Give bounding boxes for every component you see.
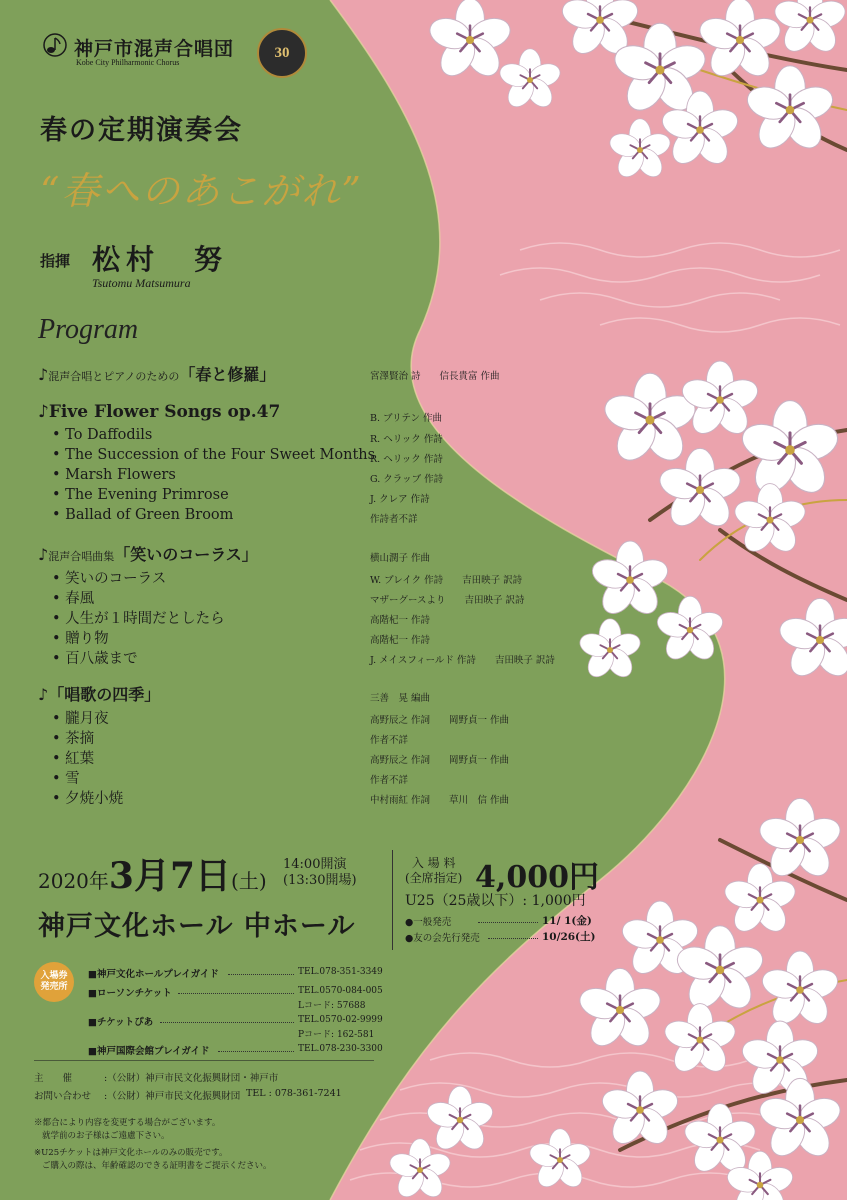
piece-1-lead: 混声合唱とピアノのための xyxy=(48,370,180,383)
divider xyxy=(392,850,393,950)
list-item-credit: J. クレア 作詩 xyxy=(370,494,430,505)
list-item: • The Evening Primrose xyxy=(52,487,229,503)
list-item: • To Daffodils xyxy=(52,427,153,443)
piece-1-title: 「春と修羅」 xyxy=(179,365,276,384)
list-item: • 贈り物 xyxy=(52,631,109,647)
conductor-name-en: Tsutomu Matsumura xyxy=(92,276,191,290)
piece-3-credit: 横山潤子 作曲 xyxy=(370,553,431,564)
conductor-name: 松村 努 xyxy=(92,243,229,276)
divider xyxy=(218,1051,294,1052)
event-year: 2020年 xyxy=(38,869,109,893)
list-item: • 春風 xyxy=(52,591,95,607)
list-item: • The Succession of the Four Sweet Months xyxy=(52,447,376,463)
list-item: • Marsh Flowers xyxy=(52,467,176,483)
price-label-sub: (全席指定) xyxy=(405,871,463,885)
conductor-label: 指揮 xyxy=(40,252,71,270)
outlet-name: ■神戸文化ホールプレイガイド xyxy=(88,969,219,980)
outlet-tel: TEL.0570-084-005 xyxy=(298,986,383,996)
list-item-credit: G. クラッブ 作詩 xyxy=(370,474,444,485)
list-item-credit: 作者不詳 xyxy=(370,735,409,746)
list-item: • 百八歳まで xyxy=(52,651,138,667)
ticket-outlet-badge xyxy=(34,962,74,1002)
list-item: • 笑いのコーラス xyxy=(52,571,167,587)
piece-2-credit: B. ブリテン 作曲 xyxy=(370,413,442,424)
concert-title: 春の定期演奏会 xyxy=(40,115,243,146)
org-name: 神戸市混声合唱団 xyxy=(74,38,235,60)
list-item-credit: 高階杞一 作詩 xyxy=(370,635,431,646)
outlet-name: ■神戸国際会館プレイガイド xyxy=(88,1046,210,1057)
note-1: ※都合により内容を変更する場合がございます。 xyxy=(34,1118,221,1128)
contact-value: :（公財）神戸市民文化振興財団 xyxy=(104,1091,241,1102)
list-item: • 朧月夜 xyxy=(52,711,109,727)
note-icon: ♪ xyxy=(38,365,49,384)
badge-line-2: 発売所 xyxy=(40,982,68,992)
note-3: ※U25チケットは神戸文化ホールのみの販売です。 xyxy=(34,1148,228,1158)
divider xyxy=(178,993,294,994)
piece-1-credit: 宮澤賢治 詩 信長貴富 作曲 xyxy=(370,371,500,382)
event-date xyxy=(38,848,267,899)
list-item-credit: 高階杞一 作詩 xyxy=(370,615,431,626)
price-general: 4,000円 xyxy=(475,860,599,895)
price-label xyxy=(405,856,462,886)
program-piece-2 xyxy=(38,402,280,422)
event-month-day: 3月7日 xyxy=(108,855,232,897)
anniversary-badge: 30 xyxy=(257,28,307,78)
program-piece-1 xyxy=(38,362,275,385)
divider xyxy=(34,1060,374,1061)
contact-tel: TEL : 078-361-7241 xyxy=(246,1088,342,1099)
piece-2-title: Five Flower Songs op.47 xyxy=(48,402,281,422)
program-piece-3 xyxy=(38,542,258,565)
host-value: :（公財）神戸市民文化振興財団・神戸市 xyxy=(104,1073,279,1084)
outlet-tel: TEL.078-351-3349 xyxy=(298,967,383,977)
program-heading: Program xyxy=(38,314,139,345)
program-piece-4 xyxy=(38,682,160,705)
open-time: (13:30開場) xyxy=(283,873,357,888)
list-item: • 夕焼小焼 xyxy=(52,791,124,807)
list-item: • 茶摘 xyxy=(52,731,95,747)
list-item-credit: J. メイスフィールド 作詩 吉田映子 訳詩 xyxy=(370,655,555,666)
sale-member-date: 10/26(土) xyxy=(542,931,596,943)
divider xyxy=(228,974,294,975)
note-4: ご購入の際は、年齢確認のできる証明書をご提示ください。 xyxy=(42,1161,272,1171)
list-item: • 紅葉 xyxy=(52,751,95,767)
outlet-name: ■ローソンチケット xyxy=(88,988,172,999)
list-item-credit: 高野辰之 作詞 岡野貞一 作曲 xyxy=(370,755,510,766)
org-name-en: Kobe City Philharmonic Chorus xyxy=(76,58,180,67)
note-icon: ♪ xyxy=(38,402,49,422)
list-item-credit: 中村雨紅 作詞 草川 信 作曲 xyxy=(370,795,510,806)
divider xyxy=(160,1022,294,1023)
outlet-code: Lコード: 57688 xyxy=(298,1001,366,1011)
price-label-main: 入 場 料 xyxy=(411,856,456,870)
event-weekday: (土) xyxy=(231,869,267,893)
piece-4-credit: 三善 晃 編曲 xyxy=(370,693,431,704)
start-time: 14:00開演 xyxy=(283,857,347,872)
list-item: • 雪 xyxy=(52,771,80,787)
host-label: 主 催 xyxy=(34,1073,73,1084)
list-item-credit: 作詩者不詳 xyxy=(370,514,418,525)
concert-subtitle: “春へのあこがれ” xyxy=(40,169,363,213)
sale-general-date: 11/ 1(金) xyxy=(542,915,592,927)
piece-4-title: 「唱歌の四季」 xyxy=(48,685,161,704)
badge-line-1: 入場券 xyxy=(40,971,68,981)
event-venue: 神戸文化ホール 中ホール xyxy=(38,911,356,942)
note-icon: ♪ xyxy=(38,545,49,564)
event-time xyxy=(283,857,357,889)
list-item: • 人生が１時間だとしたら xyxy=(52,611,225,627)
piece-3-title: 「笑いのコーラス」 xyxy=(114,545,258,564)
list-item-credit: R. ヘリック 作詩 xyxy=(370,434,443,445)
contact-label: お問い合わせ xyxy=(34,1091,92,1102)
price-u25: U25（25歳以下）: 1,000円 xyxy=(405,893,586,909)
note-2: 就学前のお子様はご遠慮下さい。 xyxy=(42,1131,170,1141)
outlet-tel: TEL.0570-02-9999 xyxy=(298,1015,383,1025)
list-item-credit: 作者不詳 xyxy=(370,775,409,786)
list-item-credit: W. ブレイク 作詩 吉田映子 訳詩 xyxy=(370,575,523,586)
sale-general-label: ●一般発売 xyxy=(405,917,452,928)
outlet-code: Pコード: 162-581 xyxy=(298,1030,375,1040)
list-item-credit: R. ヘリック 作詩 xyxy=(370,454,443,465)
list-item-credit: マザーグースより 吉田映子 訳詩 xyxy=(370,595,525,606)
list-item: • Ballad of Green Broom xyxy=(52,507,234,523)
sale-member-label: ●友の会先行発売 xyxy=(405,933,480,944)
divider xyxy=(488,938,538,939)
outlet-tel: TEL.078-230-3300 xyxy=(298,1044,383,1054)
list-item-credit: 高野辰之 作詞 岡野貞一 作曲 xyxy=(370,715,510,726)
note-icon: ♪ xyxy=(38,685,49,704)
divider xyxy=(478,922,538,923)
outlet-name: ■チケットぴあ xyxy=(88,1017,154,1028)
piece-3-lead: 混声合唱曲集 xyxy=(48,550,115,563)
